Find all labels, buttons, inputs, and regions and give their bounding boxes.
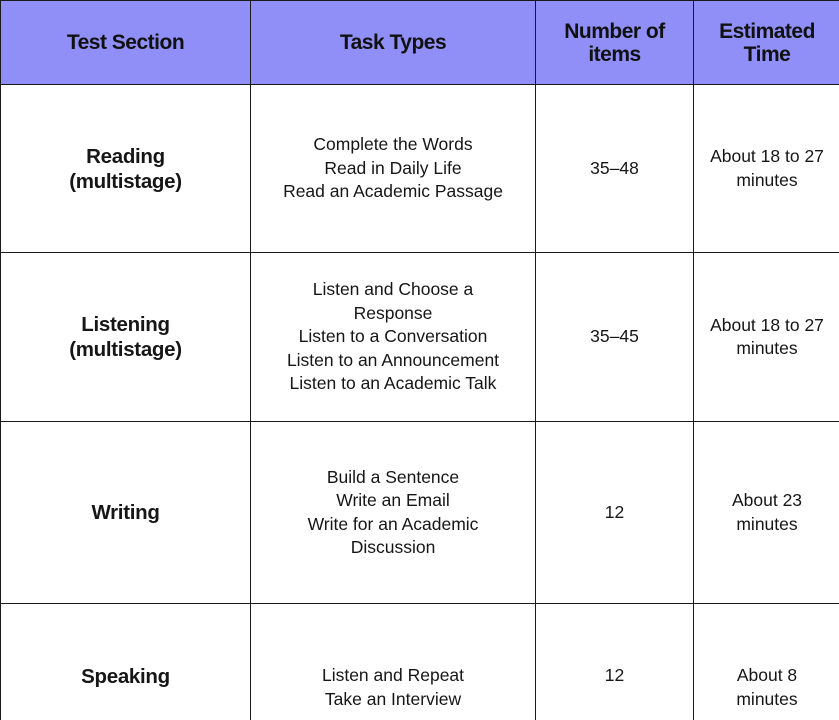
time-text: About 23 (731, 490, 803, 510)
header-task-types (251, 1, 536, 85)
task-type: Build a Sentence (326, 466, 460, 487)
cell-test-section (1, 604, 251, 720)
cell-number-of-items (536, 85, 694, 253)
cell-number-of-items (536, 422, 694, 604)
section-qualifier: (multistage) (69, 169, 182, 193)
time-text: About 18 to 27 (710, 146, 824, 166)
cell-estimated-time (694, 85, 839, 253)
header-text: Number of (564, 19, 665, 43)
table-row-writing (1, 422, 839, 604)
cell-number-of-items (536, 253, 694, 422)
task-type: Discussion (350, 537, 436, 557)
cell-estimated-time (694, 422, 839, 604)
item-count: 35–48 (590, 157, 639, 178)
task-type: Complete the Words (313, 134, 473, 155)
time-text: minutes (736, 338, 798, 358)
task-type: Listen and Repeat (321, 665, 465, 685)
time-text: minutes (736, 169, 798, 190)
section-name: Reading (86, 144, 165, 168)
task-type: Listen to an Academic Talk (289, 373, 497, 394)
cell-task-types (251, 253, 536, 422)
cell-estimated-time (694, 604, 839, 720)
header-text: Test Section (66, 31, 185, 54)
task-type: Listen to an Announcement (286, 349, 500, 370)
cell-task-types (251, 604, 536, 720)
cell-task-types (251, 85, 536, 253)
cell-test-section (1, 422, 251, 604)
time-text: minutes (736, 688, 798, 709)
section-qualifier: (multistage) (69, 338, 182, 361)
task-type: Listen to a Conversation (298, 326, 488, 347)
header-text: Estimated (719, 19, 815, 43)
section-name: Writing (91, 501, 160, 524)
header-text: Task Types (339, 31, 447, 54)
time-text: minutes (736, 513, 798, 534)
table-row-reading (1, 85, 839, 253)
cell-estimated-time (694, 253, 839, 422)
header-test-section (1, 1, 251, 85)
task-type: Read in Daily Life (324, 157, 462, 178)
table-row-speaking (1, 604, 839, 720)
task-type: Write an Email (336, 490, 450, 510)
task-type: Write for an Academic (307, 513, 479, 534)
cell-number-of-items (536, 604, 694, 720)
table-row-listening (1, 253, 839, 422)
section-name: Listening (81, 313, 170, 336)
item-count: 12 (604, 665, 625, 685)
cell-test-section (1, 85, 251, 253)
task-type: Listen and Choose a (312, 279, 474, 300)
task-type: Response (353, 302, 433, 323)
table-header-row (1, 1, 839, 85)
header-number-of-items (536, 1, 694, 85)
header-text: Time (743, 42, 791, 66)
time-text: About 8 (736, 665, 798, 685)
item-count: 35–45 (590, 326, 639, 347)
section-name: Speaking (81, 665, 170, 688)
header-text: items (588, 42, 641, 66)
cell-task-types (251, 422, 536, 604)
task-type: Read an Academic Passage (283, 181, 503, 202)
task-type: Take an Interview (324, 688, 462, 709)
cell-test-section (1, 253, 251, 422)
time-text: About 18 to 27 (710, 314, 824, 335)
item-count: 12 (604, 501, 625, 522)
header-estimated-time (694, 1, 839, 85)
